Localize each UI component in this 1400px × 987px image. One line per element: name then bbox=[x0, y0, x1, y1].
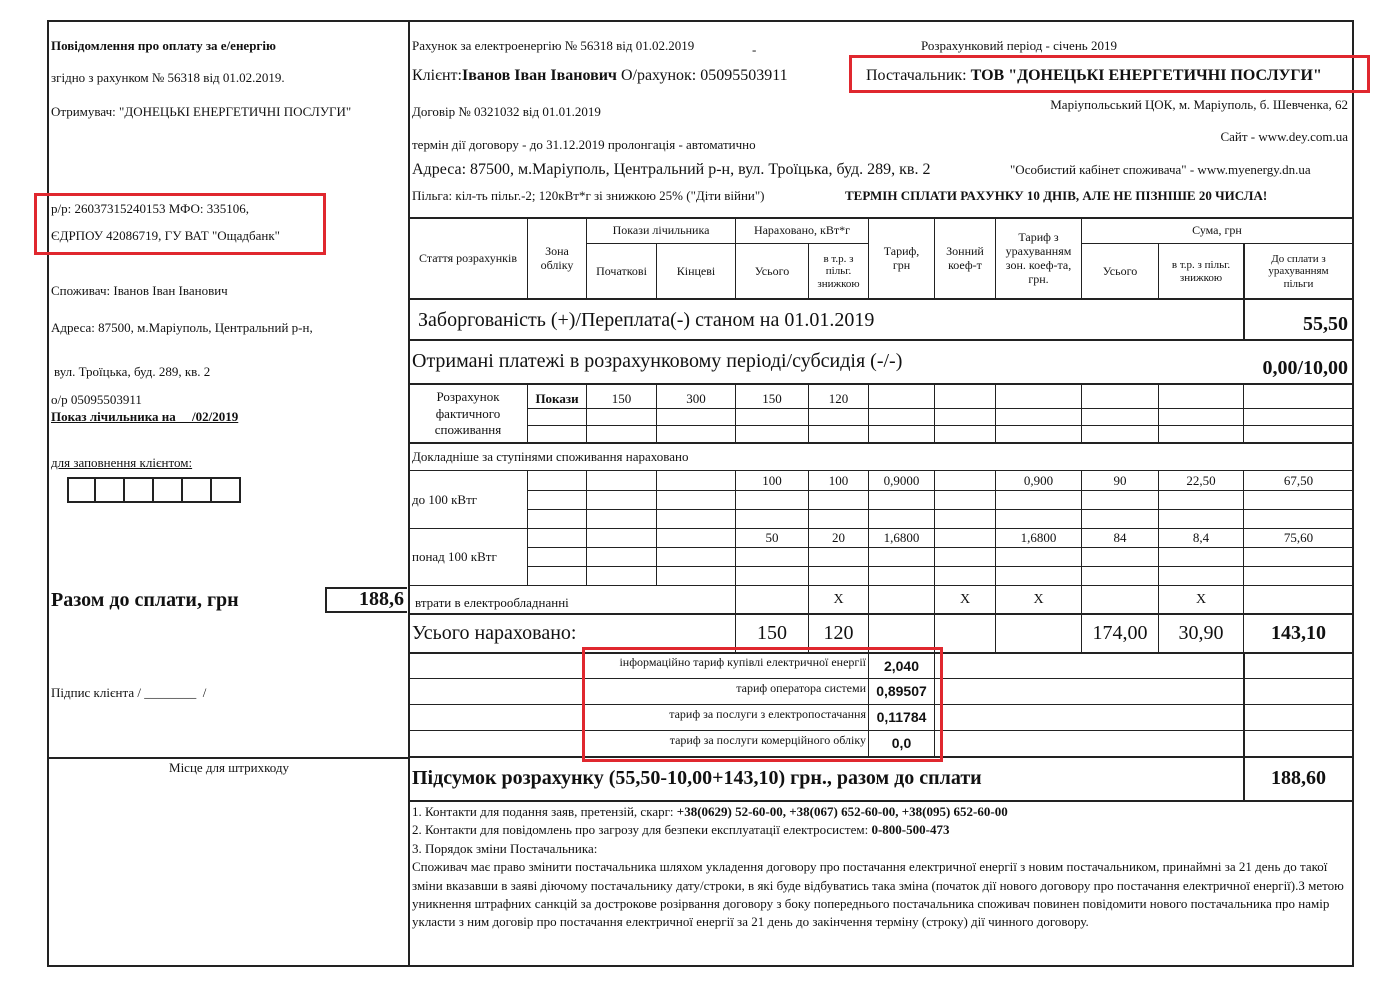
left-total-value: 188,6 bbox=[359, 588, 404, 610]
grid-line bbox=[408, 470, 1353, 471]
tariff-supply-value: 0,11784 bbox=[876, 709, 927, 726]
client-address: Адреса: 87500, м.Маріуполь, Центральний р-н, вул. Троїцька, буд. 289, кв. 2 bbox=[412, 161, 931, 178]
grid-line bbox=[1243, 298, 1245, 341]
accrued-to-pay: 143,10 bbox=[1271, 622, 1326, 644]
col-accrued-benefit: в т.р. з пільг. знижкою bbox=[817, 252, 860, 290]
tier1-tariff-zone: 0,900 bbox=[1023, 473, 1054, 489]
notes-paragraph: Споживач має право змінити постачальника шляхом укладення договору про постачання електричної енергії з новим постачальником, принаймні за 21 день до такої зміни вказавши в заяві діючому постачальнику дату/строки, в які буде відбуватись така зміна (початок дії нового договору про постачання електричної енергії).З метою уникнення штрафних санкцій за дострокове розірвання договору з боку попереднього постачальника споживач повинен повідомити нового постачальника про намір укласти з ним договір про постачання електричної енергії за 21 день до закінчення терміну (строку) дії чинного договору. bbox=[412, 859, 1344, 930]
meter-reading-label: Показ лічильника на /02/2019 bbox=[51, 409, 239, 424]
col-zone-coef: Зонний коеф-т bbox=[946, 244, 984, 272]
grid-line bbox=[408, 339, 1353, 341]
website: Сайт - www.dey.com.ua bbox=[1220, 129, 1348, 144]
col-sum: Сума, грн bbox=[1192, 223, 1242, 238]
grid-line bbox=[1081, 383, 1082, 443]
grid-line bbox=[408, 800, 1353, 802]
left-personal-account: о/р 05095503911 bbox=[51, 392, 142, 407]
accrued-sum: 174,00 bbox=[1092, 622, 1148, 644]
meter-input-boxes[interactable] bbox=[67, 477, 241, 508]
client-line bbox=[412, 67, 788, 85]
debt-value: 55,50 bbox=[1303, 313, 1348, 335]
digit-box[interactable] bbox=[125, 477, 154, 503]
grid-line bbox=[1243, 470, 1244, 653]
edrpou: ЄДРПОУ 42086719, ГУ ВАТ "Ощадбанк" bbox=[51, 228, 280, 243]
tier2-kwh: 50 bbox=[765, 530, 779, 546]
tier2-tariff-zone: 1,6800 bbox=[1020, 530, 1057, 546]
tier2-benefit-kwh: 20 bbox=[832, 530, 845, 546]
tariff-operator-label: тариф оператора системи bbox=[736, 681, 866, 695]
grid-line bbox=[934, 470, 935, 653]
grid-line bbox=[934, 383, 935, 443]
grid-line bbox=[527, 425, 1352, 426]
col-to-pay: До сплати з урахуванням пільги bbox=[1268, 252, 1329, 290]
tariff-operator-value: 0,89507 bbox=[876, 683, 927, 700]
col-sum-total: Усього bbox=[1102, 263, 1138, 278]
supplier-highlight-box bbox=[849, 55, 1370, 93]
digit-box[interactable] bbox=[96, 477, 125, 503]
payments-value: 0,00/10,00 bbox=[1262, 357, 1348, 379]
col-sum-benefit: в т.р. з пільг. знижкою bbox=[1171, 258, 1231, 284]
x-mark: Х bbox=[1195, 592, 1207, 608]
invoice-number: Рахунок за електроенергію № 56318 від 01.02.2019 bbox=[412, 38, 695, 53]
grid-line bbox=[868, 383, 869, 443]
accrued-label: Усього нараховано: bbox=[412, 622, 577, 644]
x-mark: Х bbox=[1033, 592, 1044, 608]
col-meter: Покази лічильника bbox=[612, 223, 710, 238]
grid-line bbox=[1243, 383, 1244, 443]
grid-line bbox=[995, 470, 996, 653]
client-name: Іванов Іван Іванович bbox=[461, 67, 617, 84]
frame-top bbox=[47, 20, 1354, 22]
frame-right bbox=[1352, 20, 1354, 967]
col-tariff: Тариф, грн bbox=[883, 244, 920, 272]
barcode-placeholder: Місце для штрихкоду bbox=[169, 760, 289, 775]
tier2-to-pay: 75,60 bbox=[1283, 530, 1314, 546]
grid-line bbox=[586, 470, 587, 586]
detail-label: Докладніше за ступінями споживання нараховано bbox=[412, 449, 689, 464]
emergency-phone: 0-800-500-473 bbox=[871, 822, 950, 838]
supplier-prefix: Постачальник: bbox=[866, 67, 971, 84]
col-end: Кінцеві bbox=[676, 263, 716, 278]
client-prefix: Клієнт: bbox=[412, 67, 462, 84]
tariff-metering-value: 0,0 bbox=[891, 735, 912, 752]
grid-line bbox=[527, 509, 1352, 510]
tariff-supply-label: тариф за послуги з електропостачання bbox=[669, 707, 866, 721]
payments-label: Отримані платежі в розрахунковому періоді/субсидія (-/-) bbox=[412, 350, 903, 372]
left-address-1: Адреса: 87500, м.Маріуполь, Центральний р-н, bbox=[51, 320, 313, 335]
col-tariff-zone: Тариф з урахуванням зон. коеф-та, грн. bbox=[1005, 230, 1072, 286]
personal-cabinet: "Особистий кабінет споживача" - www.myenergy.dn.ua bbox=[1010, 162, 1311, 177]
header-dash: - bbox=[752, 42, 757, 57]
notes-line-2-prefix: 2. Контакти для повідомлень про загрозу для безпеки експлуатації електросистем: bbox=[412, 822, 872, 838]
summary-label: Підсумок розрахунку (55,50-10,00+143,10) грн., разом до сплати bbox=[412, 767, 982, 789]
tier2-label: понад 100 кВтг bbox=[412, 549, 497, 564]
x-mark: Х bbox=[959, 592, 971, 608]
service-office: Маріупольський ЦОК, м. Маріуполь, б. Шевченка, 62 bbox=[1050, 97, 1348, 112]
left-total-label: Разом до сплати, грн bbox=[51, 589, 239, 611]
grid-line bbox=[408, 585, 1353, 586]
contract-number: Договір № 0321032 від 01.01.2019 bbox=[412, 104, 601, 119]
tariff-metering-label: тариф за послуги комерційного обліку bbox=[669, 733, 866, 747]
tier2-tariff: 1,6800 bbox=[883, 530, 920, 546]
notes-line-3: 3. Порядок зміни Постачальника: bbox=[412, 840, 598, 856]
left-consumer: Споживач: Іванов Іван Іванович bbox=[51, 283, 228, 298]
frame-bottom bbox=[47, 965, 1354, 967]
grid-line bbox=[408, 383, 1353, 385]
grid-line bbox=[995, 383, 996, 443]
grid-line bbox=[408, 442, 1353, 444]
actual-consumption-label: Розрахунок фактичного споживання bbox=[434, 388, 502, 438]
tier1-label: до 100 кВтг bbox=[412, 492, 478, 507]
reading-benefit: 120 bbox=[828, 390, 849, 406]
grid-line bbox=[527, 566, 1352, 567]
digit-box[interactable] bbox=[212, 477, 241, 503]
grid-line bbox=[527, 470, 528, 586]
reading-end: 300 bbox=[686, 390, 706, 406]
billing-period: Розрахунковий період - січень 2019 bbox=[921, 38, 1117, 53]
reading-start: 150 bbox=[611, 390, 632, 406]
notes-line-1-prefix: 1. Контакти для подання заяв, претензій, скарг: bbox=[412, 804, 677, 819]
left-address-2: вул. Троїцька, буд. 289, кв. 2 bbox=[54, 364, 211, 379]
grid-line bbox=[656, 470, 657, 586]
reading-total: 150 bbox=[762, 390, 782, 406]
client-account: О/рахунок: 05095503911 bbox=[616, 67, 788, 84]
col-item: Стаття розрахунків bbox=[419, 251, 517, 266]
contract-term: термін дії договору - до 31.12.2019 пролонгація - автоматично bbox=[412, 137, 756, 152]
accrued-sum-benefit: 30,90 bbox=[1178, 622, 1224, 644]
tier1-kwh: 100 bbox=[762, 473, 782, 489]
left-title: Повідомлення про оплату за е/енергію bbox=[51, 38, 276, 53]
payment-deadline: ТЕРМІН СПЛАТИ РАХУНКУ 10 ДНІВ, АЛЕ НЕ ПІЗНІШЕ 20 ЧИСЛА! bbox=[845, 188, 1268, 203]
col-accrued-total: Усього bbox=[754, 263, 790, 278]
bank-account: р/р: 26037315240153 МФО: 335106, bbox=[51, 201, 250, 216]
col-accrued: Нараховано, кВт*г bbox=[753, 223, 851, 238]
tier1-tariff: 0,9000 bbox=[883, 473, 920, 489]
col-start: Початкові bbox=[596, 263, 647, 278]
bank-highlight-box bbox=[34, 193, 326, 255]
tier2-sum-benefit: 8,4 bbox=[1192, 530, 1210, 546]
tier2-sum: 84 bbox=[1113, 530, 1127, 546]
tier1-sum: 90 bbox=[1113, 473, 1127, 489]
tariffs-highlight-box bbox=[582, 647, 943, 762]
debt-label: Заборгованість (+)/Переплата(-) станом на 01.01.2019 bbox=[418, 309, 875, 331]
notes-line-2 bbox=[412, 821, 1347, 839]
tier1-benefit-kwh: 100 bbox=[828, 473, 849, 489]
digit-box[interactable] bbox=[154, 477, 183, 503]
notes-line-1 bbox=[412, 803, 1347, 821]
left-section-divider bbox=[47, 757, 409, 759]
accrued-benefit: 120 bbox=[823, 622, 854, 644]
summary-value: 188,60 bbox=[1271, 767, 1326, 789]
frame-left bbox=[47, 20, 49, 967]
tariff-purchase-label: інформаційно тариф купівлі електричної енергії bbox=[619, 655, 866, 669]
client-signature: Підпис клієнта / ________ / bbox=[51, 685, 207, 700]
tariff-purchase-value: 2,040 bbox=[883, 657, 920, 674]
tier1-sum-benefit: 22,50 bbox=[1186, 473, 1216, 489]
readings-label: Покази bbox=[535, 390, 579, 406]
left-recipient: Отримувач: "ДОНЕЦЬКІ ЕНЕРГЕТИЧНІ ПОСЛУГИ" bbox=[51, 104, 352, 119]
column-divider bbox=[408, 20, 410, 967]
benefit-info: Пільга: кіл-ть пільг.-2; 120кВт*г зі знижкою 25% ("Діти війни") bbox=[412, 188, 765, 203]
digit-box[interactable] bbox=[183, 477, 212, 503]
losses-label: втрати в електрообладнанні bbox=[415, 595, 569, 610]
grid-line bbox=[868, 470, 869, 653]
contact-phones: +38(0629) 52-60-00, +38(067) 652-60-00, +38(095) 652-60-00 bbox=[676, 804, 1008, 819]
accrued-kwh: 150 bbox=[757, 622, 787, 644]
col-zone: Зона обліку bbox=[540, 244, 574, 272]
x-mark: Х bbox=[833, 592, 844, 608]
supplier-name: ТОВ "ДОНЕЦЬКІ ЕНЕРГЕТИЧНІ ПОСЛУГИ" bbox=[970, 67, 1322, 84]
left-invoice-ref: згідно з рахунком № 56318 від 01.02.2019. bbox=[51, 70, 285, 85]
notes-block bbox=[412, 803, 1347, 932]
digit-box[interactable] bbox=[67, 477, 96, 503]
tier1-to-pay: 67,50 bbox=[1283, 473, 1314, 489]
fill-by-client-label: для заповнення клієнтом: bbox=[51, 455, 193, 470]
grid-line bbox=[1158, 383, 1159, 443]
